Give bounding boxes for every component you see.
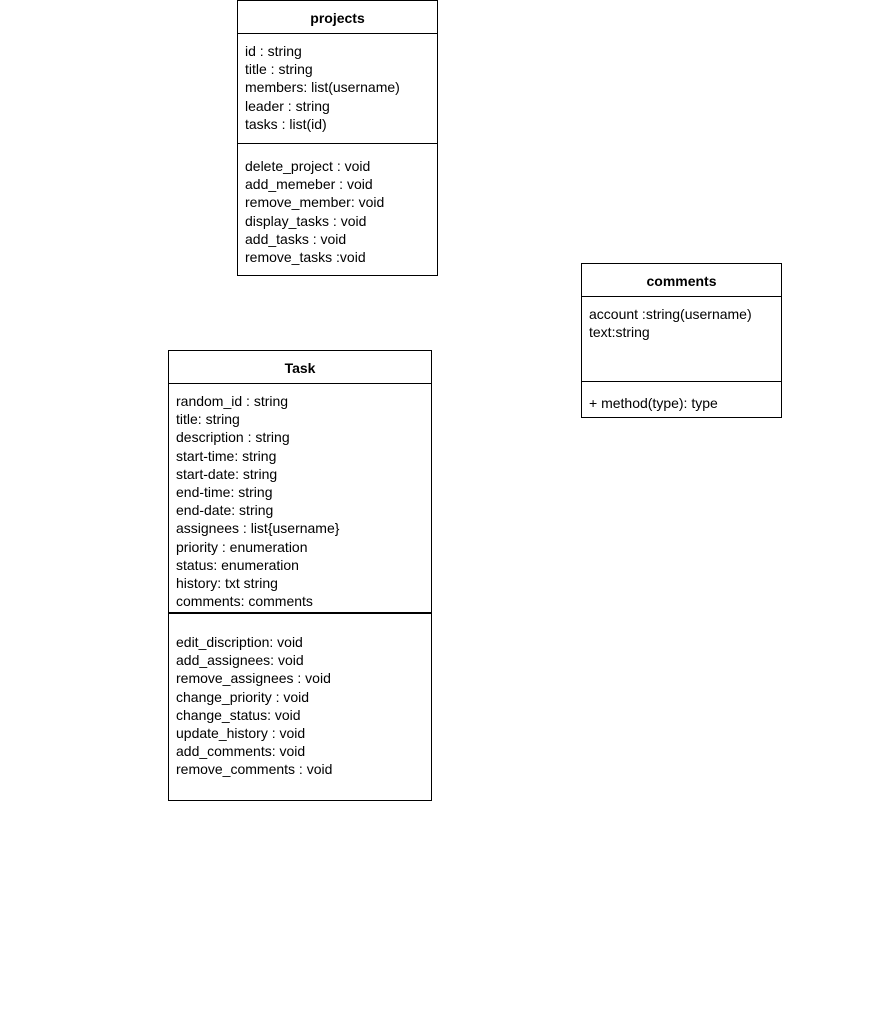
class-title: Task [169, 351, 431, 384]
attribute: leader : string [245, 97, 330, 114]
attribute: assignees : list{username} [176, 520, 340, 537]
method: update_history : void [176, 724, 306, 741]
method: delete_project : void [245, 158, 371, 174]
attributes-section [582, 297, 781, 382]
attribute: priority : enumeration [176, 538, 308, 555]
method: remove_tasks :void [245, 248, 366, 265]
attribute: id : string [245, 43, 302, 59]
class-task[interactable] [168, 350, 432, 801]
method: add_comments: void [176, 743, 306, 760]
attribute: description : string [176, 429, 290, 446]
method: edit_discription: void [176, 634, 303, 650]
attribute: end-date: string [176, 502, 274, 519]
attribute: status: enumeration [176, 556, 299, 573]
method: add_memeber : void [245, 176, 373, 193]
methods-section [238, 144, 437, 266]
method: add_assignees: void [176, 652, 304, 669]
attribute: comments: comments [176, 593, 313, 610]
method: remove_member: void [245, 194, 385, 211]
method: change_priority : void [176, 688, 310, 705]
attribute: title: string [176, 411, 240, 428]
methods-section [169, 614, 431, 779]
method: remove_comments : void [176, 761, 333, 778]
class-projects[interactable] [237, 0, 438, 276]
attribute: history: txt string [176, 574, 278, 591]
attributes-section [238, 34, 437, 144]
method: remove_assignees : void [176, 670, 331, 687]
method: + method(type): type [589, 395, 718, 411]
class-title: comments [582, 264, 781, 297]
attribute: title : string [245, 61, 313, 78]
class-title: projects [238, 1, 437, 34]
attributes-section [169, 384, 431, 614]
attribute: tasks : list(id) [245, 115, 327, 132]
attribute: members: list(username) [245, 79, 400, 96]
class-comments[interactable] [581, 263, 782, 418]
attribute: account :string(username) [589, 306, 752, 322]
method: change_status: void [176, 706, 301, 723]
attribute: random_id : string [176, 393, 289, 409]
method: display_tasks : void [245, 212, 367, 229]
attribute: start-time: string [176, 447, 277, 464]
method: add_tasks : void [245, 230, 347, 247]
attribute: end-time: string [176, 483, 273, 500]
attribute: text:string [589, 324, 650, 341]
methods-section [582, 382, 781, 412]
attribute: start-date: string [176, 465, 278, 482]
